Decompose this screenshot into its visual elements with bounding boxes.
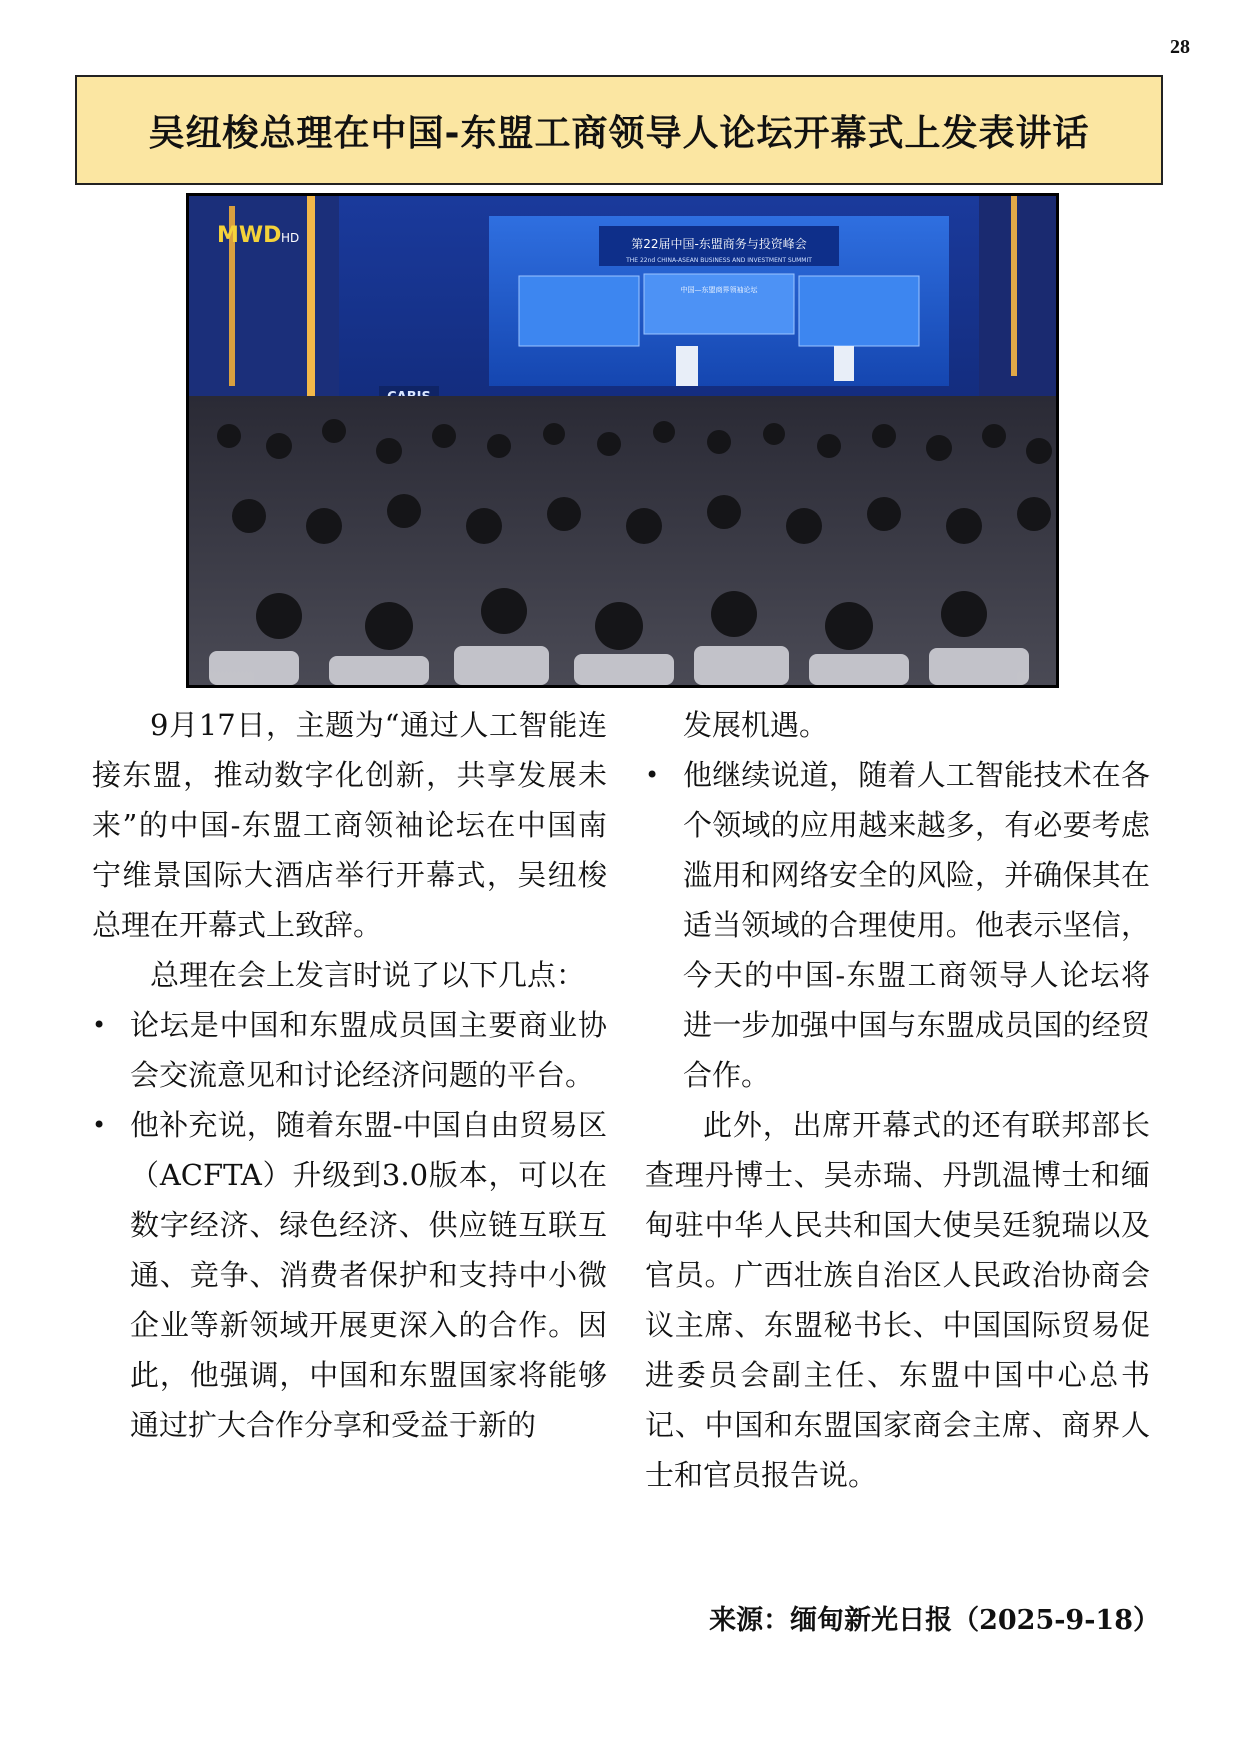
banner-subtitle: THE 22nd CHINA-ASEAN BUSINESS AND INVESTMENT SUMMIT <box>626 257 812 264</box>
intro-paragraph: 9月17日，主题为“通过人工智能连接东盟，推动数字化创新，共享发展未来”的中国-东盟工商领袖论坛在中国南宁维景国际大酒店举行开幕式，吴纽梭总理在开幕式上致辞。 <box>92 708 607 942</box>
list-item: • 他继续说道，随着人工智能技术在各个领域的应用越来越多，有必要考虑滥用和网络安全的风险，并确保其在适当领域的合理使用。他表示坚信，今天的中国-东盟工商领导人论坛将进一步加强中国与东盟成员国的经贸合作。 <box>645 750 1150 1100</box>
left-column <box>92 700 607 1450</box>
key-points-list <box>92 1000 607 1450</box>
continued-text: 发展机遇。 <box>683 708 829 742</box>
left-light-strip <box>307 196 315 396</box>
tv-logo-hd: HD <box>281 231 300 245</box>
right-podium <box>834 346 854 381</box>
key-points-list-continued <box>645 750 1150 1100</box>
conference-photo <box>186 193 1059 688</box>
center-screen <box>644 274 794 334</box>
left-screen <box>519 276 639 346</box>
closing-paragraph: 此外，出席开幕式的还有联邦部长查理丹博士、吴赤瑞、丹凯温博士和缅甸驻中华人民共和国大使吴廷貌瑞以及官员。广西壮族自治区人民政治协商会议主席、东盟秘书长、中国国际贸易促进委员会副主任、东盟中国中心总书记、中国和东盟国家商会主席、商界人士和官员报告说。 <box>645 1108 1150 1492</box>
list-item: • 他补充说，随着东盟-中国自由贸易区（ACFTA）升级到3.0版本，可以在数字经济、绿色经济、供应链互联互通、竞争、消费者保护和支持中小微企业等新领域开展更深入的合作。因此，他强调，中国和东盟国家将能够通过扩大合作分享和受益于新的 <box>92 1100 607 1450</box>
banner-title: 第22届中国-东盟商务与投资峰会 <box>631 237 807 251</box>
list-item: • 论坛是中国和东盟成员国主要商业协会交流意见和讨论经济问题的平台。 <box>92 1000 607 1100</box>
right-column <box>645 700 1150 1500</box>
title-banner <box>75 75 1163 185</box>
center-podium <box>676 346 698 386</box>
lead-paragraph: 总理在会上发言时说了以下几点： <box>150 958 586 992</box>
center-screen-title: 中国—东盟商界领袖论坛 <box>680 286 758 294</box>
source-citation: 来源：缅甸新光日报（2025-9-18） <box>709 1605 1160 1636</box>
right-light-strip <box>1011 196 1017 376</box>
page-number: 28 <box>1170 36 1190 58</box>
right-screen <box>799 276 919 346</box>
article-title: 吴纽梭总理在中国-东盟工商领导人论坛开幕式上发表讲话 <box>148 112 1090 154</box>
tv-logo: MWD <box>217 223 282 248</box>
